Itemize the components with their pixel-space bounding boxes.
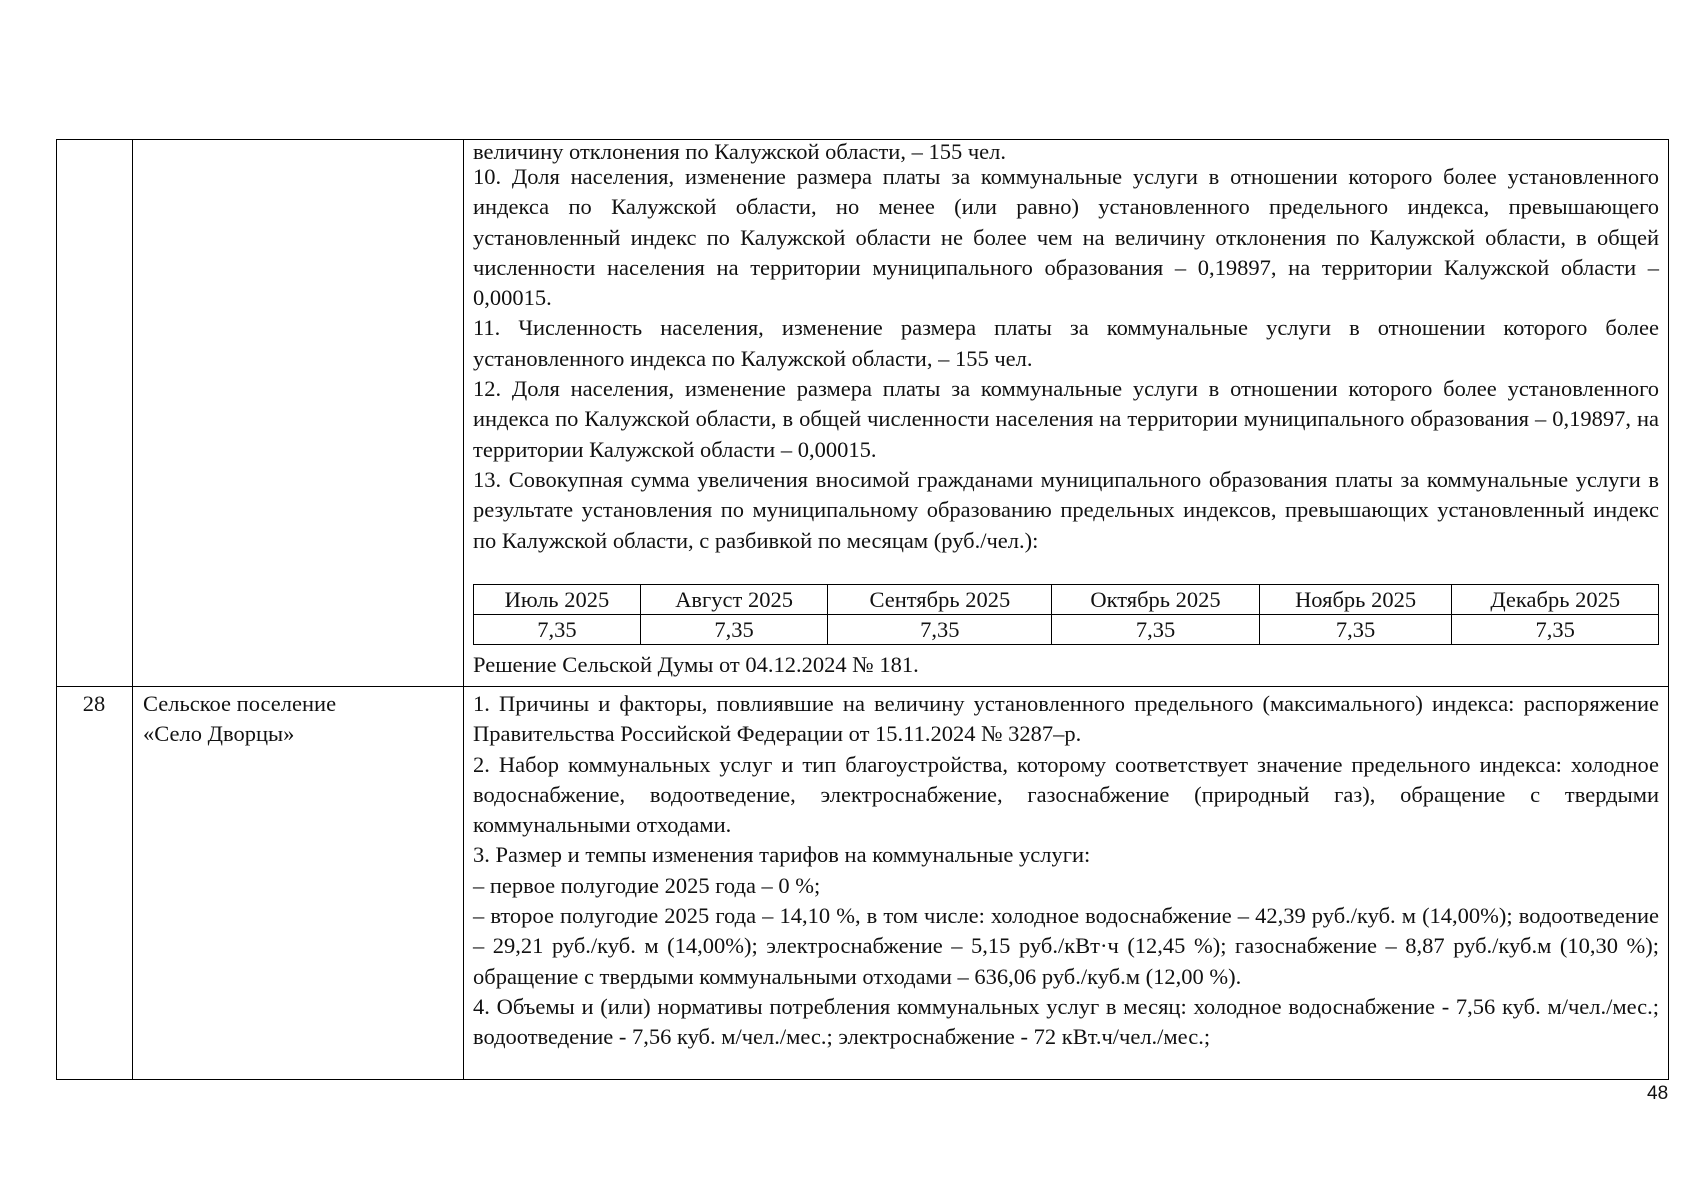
month-value: 7,35 <box>1052 615 1259 645</box>
month-header: Июль 2025 <box>474 585 641 615</box>
item-1: 1. Причины и факторы, повлиявшие на величину установленного предельного (максимального) индекса: распоряжение Правительства Российской Федерации от 15.11.2024 № 3287–р. <box>473 691 1659 747</box>
item-13: 13. Совокупная сумма увеличения вносимой гражданами муниципального образования платы за коммунальные услуги в результате установления по муниципальному образованию предельных индексов, превышающих установленный индекс по Калужской области, с разбивкой по месяцам (руб./чел.): <box>473 466 1659 553</box>
continuation-line: величину отклонения по Калужской области, – 155 чел. <box>473 139 1006 164</box>
item-3: 3. Размер и темпы изменения тарифов на коммунальные услуги: <box>473 842 1091 868</box>
month-value: 7,35 <box>1259 615 1452 645</box>
item-12: 12. Доля населения, изменение размера платы за коммунальные услуги в отношении которого более установленного индекса по Калужской области, в общей численности населения на территории муниципального образования – 0,19897, на территории Калужской области – 0,00015. <box>473 376 1659 462</box>
prev-row-items <box>473 162 1659 556</box>
item-4: 4. Объемы и (или) нормативы потребления коммунальных услуг в месяц: холодное водоснабжение - 7,56 куб. м/чел./мес.; водоотведение - 7,56 куб. м/чел./мес.; электроснабжение - 72 кВт.ч/чел./мес.; <box>473 993 1659 1050</box>
item-3-second-half: – второе полугодие 2025 года – 14,10 %, в том числе: холодное водоснабжение – 42,39 руб./куб. м (14,00%); водоотведение – 29,21 руб./куб. м (14,00%); электроснабжение – 5,15 руб./кВт·ч (12,45 %); газоснабжение – 8,87 руб./куб.м (10,30 %); обращение с твердыми коммунальными отходами – 636,06 руб./куб.м (12,00 %). <box>473 903 1659 989</box>
col-divider-2 <box>463 139 464 1080</box>
month-value: 7,35 <box>474 615 641 645</box>
month-header: Август 2025 <box>640 585 828 615</box>
month-header: Декабрь 2025 <box>1452 585 1659 615</box>
item-3-first-half: – первое полугодие 2025 года – 0 %; <box>473 872 821 898</box>
col-divider-1 <box>132 139 133 1080</box>
row-number: 28 <box>82 691 106 716</box>
item-10: 10. Доля населения, изменение размера платы за коммунальные услуги в отношении которого более установленного индекса по Калужской области, но менее (или равно) установленного предельного индекса, превышающего установленный индекс по Калужской области не более чем на величину отклонения по Калужской области, в общей численности населения на территории муниципального образования – 0,19897, на территории Калужской области – 0,00015. <box>473 164 1659 311</box>
month-header: Сентябрь 2025 <box>828 585 1052 615</box>
table-row <box>474 615 1659 645</box>
council-decision: Решение Сельской Думы от 04.12.2024 № 181. <box>473 652 919 677</box>
page-number: 48 <box>1647 1083 1669 1104</box>
month-header: Октябрь 2025 <box>1052 585 1259 615</box>
table-left-border <box>56 139 57 1080</box>
month-value: 7,35 <box>828 615 1052 645</box>
municipality-name-line1: Сельское поселение <box>143 691 337 716</box>
municipality-name-line2: «Село Дворцы» <box>143 721 295 746</box>
table-right-border <box>1668 139 1669 1080</box>
month-value: 7,35 <box>640 615 828 645</box>
month-value: 7,35 <box>1452 615 1659 645</box>
item-2: 2. Набор коммунальных услуг и тип благоустройства, которому соответствует значение предельного индекса: холодное водоснабжение, водоотведение, электроснабжение, газоснабжение (природный газ), обращение с твердыми коммунальными отходами. <box>473 751 1659 838</box>
table-bottom-border <box>56 1079 1669 1080</box>
item-11: 11. Численность населения, изменение размера платы за коммунальные услуги в отношении которого более установленного индекса по Калужской области, – 155 чел. <box>473 315 1659 371</box>
municipality-name <box>143 689 453 749</box>
row-separator <box>56 686 1669 687</box>
row-28-items <box>473 689 1659 1053</box>
table-header-row <box>474 585 1659 615</box>
monthly-increase-table <box>473 584 1659 645</box>
month-header: Ноябрь 2025 <box>1259 585 1452 615</box>
